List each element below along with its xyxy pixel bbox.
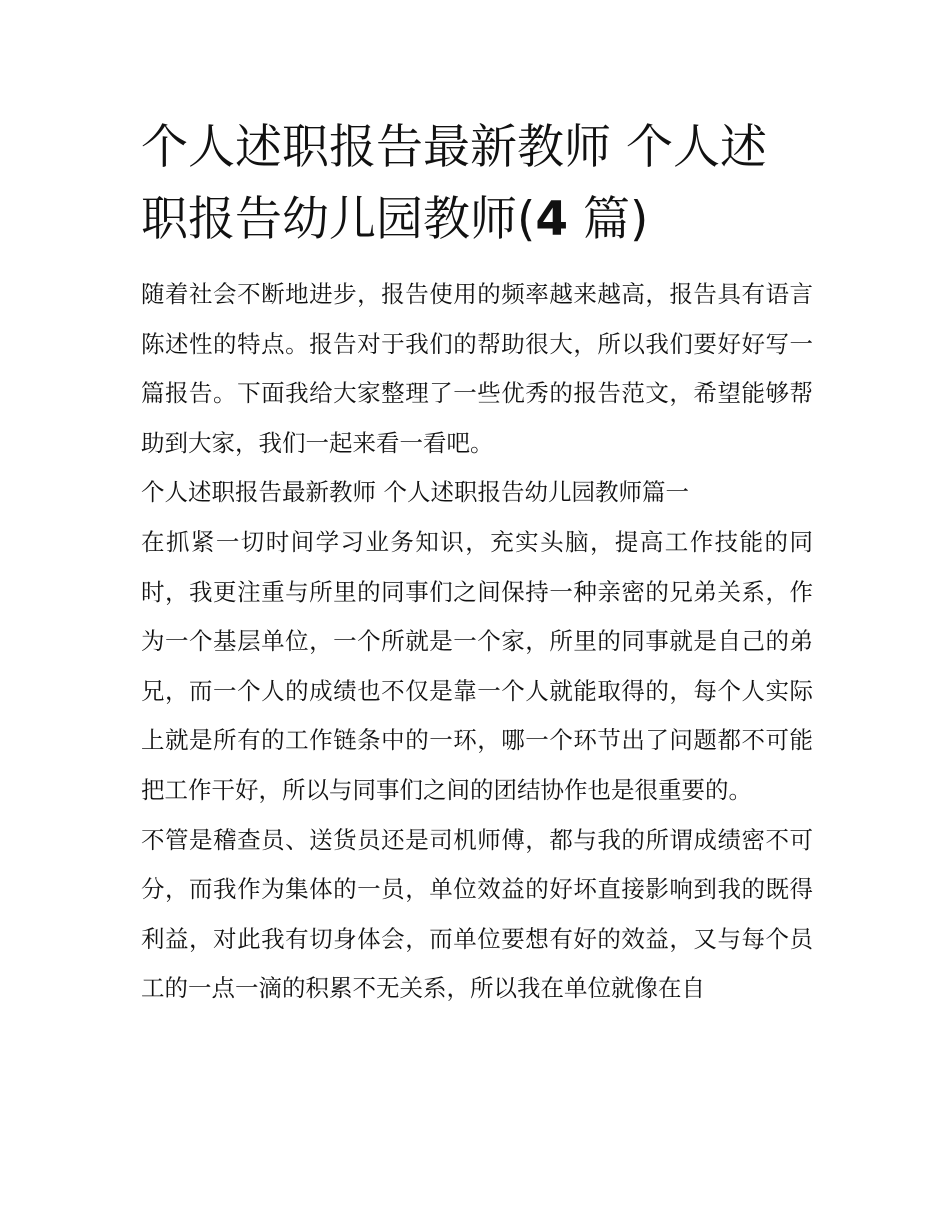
title-number: 4 <box>535 192 569 247</box>
body-paragraph-2: 不管是稽查员、送货员还是司机师傅，都与我的所谓成绩密不可分，而我作为集体的一员，单位效益的好坏直接影响到我的既得利益，对此我有切身体会，而单位要想有好的效益，又与每个员工的一点一滴的积累不无关系，所以我在单位就像在自 <box>141 825 813 1003</box>
body-paragraph-1: 在抓紧一切时间学习业务知识，充实头脑，提高工作技能的同时，我更注重与所里的同事们之间保持一种亲密的兄弟关系，作为一个基层单位，一个所就是一个家，所里的同事就是自己的弟兄，而一个人的成绩也不仅是靠一个人就能取得的，每个人实际上就是所有的工作链条中的一环，哪一个环节出了问题都不可能把工作干好，所以与同事们之间的团结协作也是很重要的。 <box>141 527 813 804</box>
title-text: 个人述职报告最新教师 个人述职报告幼儿园教师( <box>141 120 767 247</box>
intro-paragraph: 随着社会不断地进步，报告使用的频率越来越高，报告具有语言陈述性的特点。报告对于我们的帮助很大，所以我们要好好写一篇报告。下面我给大家整理了一些优秀的报告范文，希望能够帮助到大家，我们一起来看一看吧。 <box>141 280 813 457</box>
section-heading: 个人述职报告最新教师 个人述职报告幼儿园教师篇一 <box>141 478 689 507</box>
document-content <box>141 112 813 1014</box>
title-suffix: 篇) <box>568 192 649 247</box>
document-title <box>141 112 813 256</box>
